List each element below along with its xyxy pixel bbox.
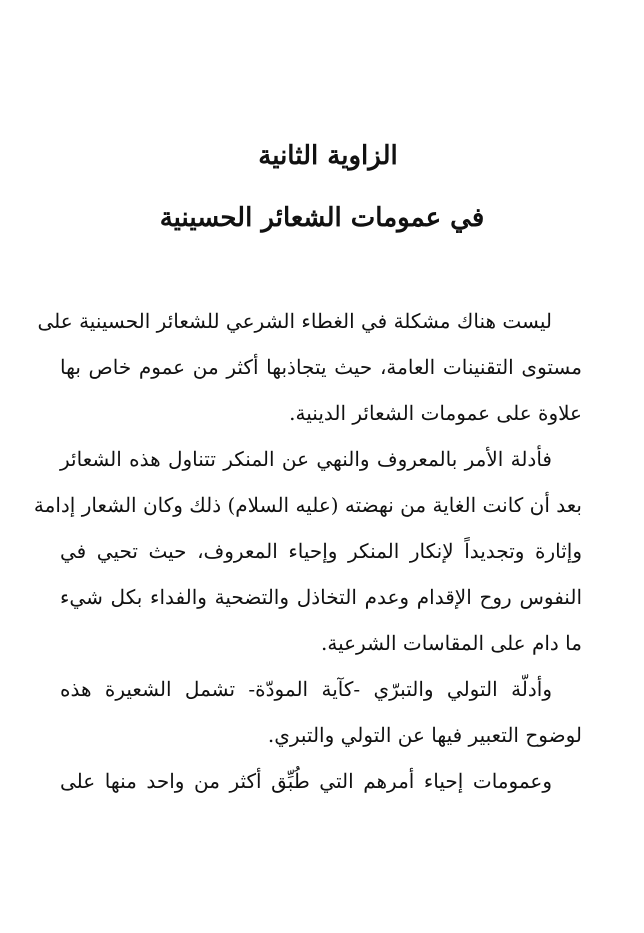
text-line: ليست هناك مشكلة في الغطاء الشرعي للشعائر الحسينية على <box>37 309 552 333</box>
section-subtitle: في عمومات الشعائر الحسينية <box>159 203 485 233</box>
text-line: لوضوح التعبير فيها عن التولي والتبري. <box>267 723 582 747</box>
text-line: فأدلة الأمر بالمعروف والنهي عن المنكر تتناول هذه الشعائر <box>60 447 552 471</box>
text-line: وعمومات إحياء أمرهم التي طُبِّق أكثر من واحد منها على <box>60 769 552 793</box>
paragraph-4 <box>60 758 582 804</box>
paragraph-2 <box>33 436 582 666</box>
section-title: الزاوية الثانية <box>258 141 398 171</box>
text-line: وأدلّة التولي والتبرّي -كآية المودّة- تشمل الشعيرة هذه <box>60 677 552 701</box>
text-line: علاوة على عمومات الشعائر الدينية. <box>289 401 582 425</box>
text-line: وإثارة وتجديداً لإنكار المنكر وإحياء المعروف، حيث تحيي في <box>60 539 582 563</box>
text-line: ما دام على المقاسات الشرعية. <box>321 631 582 655</box>
text-line: النفوس روح الإقدام وعدم التخاذل والتضحية والفداء بكل شيء <box>60 585 582 609</box>
text-line: بعد أن كانت الغاية من نهضته (عليه السلام) ذلك وكان الشعار إدامة <box>33 493 582 517</box>
body-text <box>33 298 582 804</box>
paragraph-1 <box>37 298 582 436</box>
paragraph-3 <box>60 666 582 758</box>
text-line: مستوى التقنينات العامة، حيث يتجاذبها أكثر من عموم خاص بها <box>60 355 582 379</box>
